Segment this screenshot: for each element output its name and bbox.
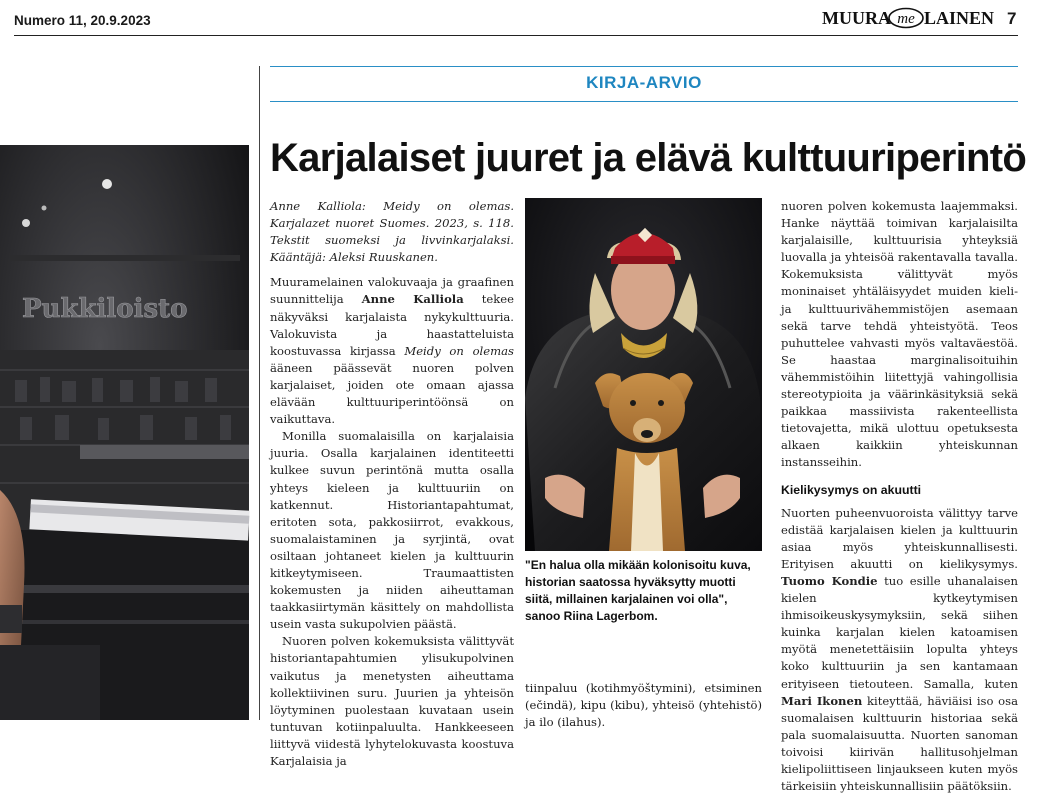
book-info: Anne Kalliola: Meidy on olemas. Karjalazet nuoret Suomes. 2023, s. 118. Tekstit suomeksi ja livvinkarjalaksi. Kääntäjä: Aleksi Ruuskanen.	[270, 199, 514, 265]
section-label: KIRJA-ARVIO	[586, 73, 702, 92]
left-photo	[0, 145, 249, 720]
svg-text:LAINEN: LAINEN	[924, 8, 995, 28]
svg-text:MUURA: MUURA	[822, 8, 891, 28]
photo-caption: "En halua olla mikään kolonisoitu kuva, historian saatossa hyväksytty muotti siitä, millainen karjalainen voi olla", sanoo Riina Lagerbom.	[525, 558, 751, 623]
section-rule-bottom	[270, 101, 1018, 102]
svg-text:me: me	[897, 11, 915, 27]
header-rule	[14, 35, 1018, 36]
book-title: Meidy on olemas	[404, 343, 514, 358]
article-column-3	[781, 198, 1018, 795]
paragraph-col3-1: nuoren polven kokemusta laajemmaksi. Hanke näyttää toimivan karjalaisilta karjalaisille, kulttuurisia yhteyksiä luovalla ja yhteisöä rakentavalla tavalla. Kokemuksista välittyvät myös moninaiset yhtäläisyydet muiden kieli- ja kulttuurivähemmistöjen asemaan sekä tarve tehdä yhteistyötä. Teos puhuttelee vahvasti myös valtaväestöä. Se haastaa marginalisoituihin vähemmistöihin liitettyjä vahingollisia stereotypioita ja väärinkäsityksiä sekä paikkaa massiivista rakenteellista tietovajetta, mikä ulottuu opetuksesta alkaen kaikkiin yhteiskunnan instansseihin.	[781, 199, 1018, 470]
paragraph-1: Muuramelainen valokuvaaja ja graafinen suunnittelija Anne Kalliola tekee näkyväksi karjalaista nykykulttuuria. Valokuvista ja haastatteluista koostuvassa kirjassa Meidy on olemas ääneen päässevät nuoren polven karjalaiset, joiden ote omaan ajassa elävään kulttuuriperintöönsä on vaikuttava.	[270, 275, 515, 427]
person-name-ikonen: Mari Ikonen	[781, 693, 863, 708]
article-headline: Karjalaiset juuret ja elävä kulttuuriperintö	[270, 136, 1027, 180]
page-number: 7	[1007, 9, 1017, 28]
issue-date: Numero 11, 20.9.2023	[14, 13, 151, 28]
article-column-1	[270, 198, 514, 770]
person-name-kondie: Tuomo Kondie	[781, 573, 878, 588]
person-name: Anne Kalliola	[361, 292, 464, 307]
column-divider	[259, 66, 260, 720]
portrait-photo	[525, 198, 762, 551]
paragraph-3: Nuoren polven kokemuksista välittyvät historiantapahtumien ylisukupolvinen vaikutus ja menetysten aiheuttama kollektiivinen suru. Juurien ja yhteisön löytyminen puolestaan kuvataan usein tuntuvan kotiinpaluulta. Hankkeeseen liittyvä viidestä lyhytelokuvasta koostuva Karjalaisia ja	[270, 634, 514, 768]
svg-text:Pukkiloisto: Pukkiloisto	[22, 294, 188, 324]
column-2-text: tiinpaluu (kotihmyöštymini), etsiminen (ečindä), kipu (kibu), yhteisö (yhtehistö) ja ilo (ilahus).	[525, 681, 762, 730]
subheading: Kielikysymys on akuutti	[781, 482, 922, 497]
paragraph-col3-2: Nuorten puheenvuoroista välittyy tarve edistää karjalaisen kielen ja kulttuurin asiaa myös yhteiskunnallisesti. Erityisen akuutti on kielikysymys. Tuomo Kondie tuo esille uhanalaisen kielen kytkeytymisen ihmisoikeuskysymyksiin, sekä siihen kuinka karjalan kielen katoamisen myötä menetettäisiin lopulta yhteys koko kulttuuriin ja sen kantamaan erityiseen tietouteen. Samalla, kuten Mari Ikonen kiteyttää, häviäisi iso osa suomalaisen kulttuurin historiaa sekä pala suomalaisuutta. Nuorten sanoman toivoisi kiirivän hallitusohjelman kielipoliittiseen linjaukseen kuten myös tärkeisiin yhteiskunnallisiin päätöksiin.	[781, 505, 1018, 794]
publication-logo	[822, 7, 995, 29]
paragraph-2: Monilla suomalaisilla on karjalaisia juuria. Osalla karjalainen identiteetti kulkee suvun perintönä mutta osalla yhteys kieleen ja kulttuuriin on katkennut. Historiantapahtumat, eritoten sota, pakkosiirrot, evakkous, suomalaistaminen ja syrjintä, ovat osiltaan johtaneet kielen ja kulttuurin kitkeytymiseen. Traumaattisten kokemusten ja niiden aiheuttaman taakkasiirtymän käsittely on mahdollista usein vasta sukupolvien päästä.	[270, 429, 514, 632]
section-rule-top	[270, 66, 1018, 67]
